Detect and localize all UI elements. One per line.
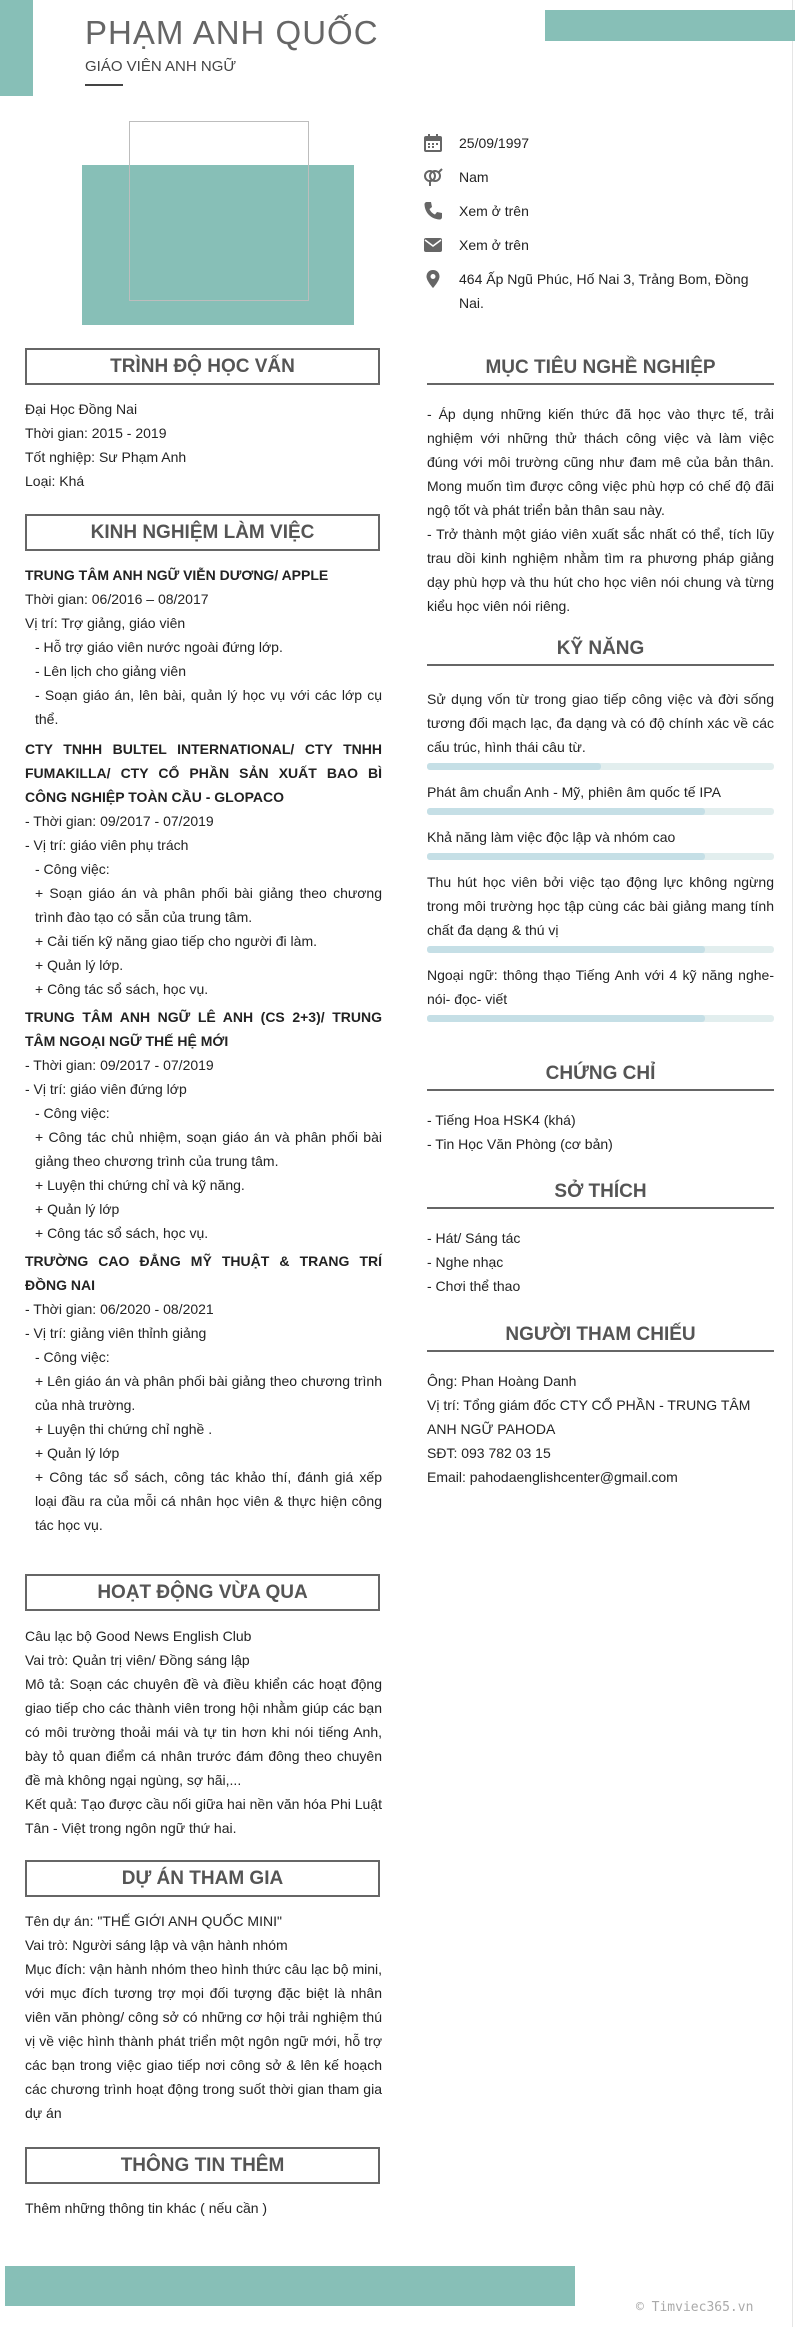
education-major: Tốt nghiệp: Sư Phạm Anh — [25, 449, 187, 465]
skills-title: KỸ NĂNG — [427, 638, 774, 666]
education-title: TRÌNH ĐỘ HỌC VẤN — [25, 348, 380, 385]
job-item: + Luyện thi chứng chỉ và kỹ năng. — [35, 1177, 245, 1193]
job-item: - Công việc: — [35, 861, 110, 877]
activity-role: Vai trò: Quản trị viên/ Đồng sáng lập — [25, 1652, 250, 1668]
objective-section — [427, 402, 774, 618]
hobby-item: - Hát/ Sáng tác — [427, 1230, 521, 1246]
objective-paragraph: - Áp dụng những kiến thức đã học vào thực tế, trải nghiệm với những thử thách công việc và làm việc đúng với môi trường cũng như đam mê của bản thân. Mong muốn tìm được công việc phù hợp có chế độ đãi ngộ tốt và phát triển bản thân sau này. — [427, 406, 774, 518]
job-item: + Công tác sổ sách, công tác khảo thí, đánh giá xếp loại đầu ra của mỗi cá nhân học viên & thực hiện công tác học vụ. — [35, 1469, 382, 1533]
skill-text: Ngoại ngữ: thông thạo Tiếng Anh với 4 kỹ năng nghe- nói- đọc- viết — [427, 967, 774, 1007]
skill-text: Sử dụng vốn từ trong giao tiếp công việc và đời sống tương đối mạch lạc, đa dạng và có độ chính xác về các cấu trúc, hình thái câu từ. — [427, 691, 774, 755]
info-birthday — [423, 131, 763, 157]
reference-section — [427, 1369, 774, 1489]
skill-bar — [427, 946, 774, 953]
extra-title: THÔNG TIN THÊM — [25, 2147, 380, 2184]
job-item: + Công tác sổ sách, học vụ. — [35, 981, 209, 997]
job-item: - Soạn giáo án, lên bài, quản lý học vụ với các lớp cụ thể. — [35, 687, 382, 727]
certificate-item: - Tin Học Văn Phòng (cơ bản) — [427, 1136, 613, 1152]
certificate-item: - Tiếng Hoa HSK4 (khá) — [427, 1112, 576, 1128]
project-role: Vai trò: Người sáng lập và vận hành nhóm — [25, 1937, 288, 1953]
phone-icon — [423, 201, 443, 221]
job-time: - Thời gian: 09/2017 - 07/2019 — [25, 1057, 214, 1073]
candidate-name: PHẠM ANH QUỐC — [85, 14, 379, 51]
skill-text: Phát âm chuẩn Anh - Mỹ, phiên âm quốc tế IPA — [427, 784, 721, 800]
candidate-role: GIÁO VIÊN ANH NGỮ — [85, 58, 237, 75]
job-item: + Cải tiến kỹ năng giao tiếp cho người đi làm. — [35, 933, 317, 949]
job-item: + Luyện thi chứng chỉ nghề . — [35, 1421, 213, 1437]
skill-bar-fill — [427, 763, 601, 770]
job-company: TRƯỜNG CAO ĐẲNG MỸ THUẬT & TRANG TRÍ ĐỒNG NAI — [25, 1253, 382, 1293]
job-item: + Lên giáo án và phân phối bài giảng theo chương trình của nhà trường. — [35, 1373, 382, 1413]
skill-bar — [427, 1015, 774, 1022]
accent-bar-top-right — [545, 10, 795, 41]
info-phone — [423, 199, 763, 225]
education-section — [25, 397, 382, 493]
reference-phone: SĐT: 093 782 03 15 — [427, 1445, 551, 1461]
activities-title: HOẠT ĐỘNG VỪA QUA — [25, 1574, 380, 1611]
skill-text: Thu hút học viên bởi việc tạo động lực không ngừng trong môi trường học tập cùng các bài giảng mang tính chất đa dạng & thú vị — [427, 874, 774, 938]
email-icon — [423, 235, 443, 255]
skill-bar-fill — [427, 946, 705, 953]
activity-club: Câu lạc bộ Good News English Club — [25, 1628, 252, 1644]
info-email — [423, 233, 763, 259]
project-name: Tên dự án: "THẾ GIỚI ANH QUỐC MINI" — [25, 1913, 282, 1929]
calendar-icon — [423, 133, 443, 153]
job-time: - Thời gian: 06/2020 - 08/2021 — [25, 1301, 214, 1317]
education-school: Đại Học Đồng Nai — [25, 401, 138, 417]
birthday-value: 25/09/1997 — [459, 135, 530, 151]
extra-text: Thêm những thông tin khác ( nếu cần ) — [25, 2200, 268, 2216]
job-position: Vị trí: Trợ giảng, giáo viên — [25, 615, 186, 631]
certificates-title: CHỨNG CHỈ — [427, 1063, 774, 1091]
skill-bar-fill — [427, 1015, 705, 1022]
reference-title: NGƯỜI THAM CHIẾU — [427, 1324, 774, 1352]
skill-bar — [427, 763, 774, 770]
job-item: + Soạn giáo án và phân phối bài giảng theo chương trình đào tạo có sẵn của trung tâm. — [35, 885, 382, 925]
role-underline — [85, 84, 123, 86]
hobbies-title: SỞ THÍCH — [427, 1181, 774, 1209]
footer-watermark: © Timviec365.vn — [636, 2300, 754, 2315]
job-item: - Công việc: — [35, 1349, 110, 1365]
job-item: - Lên lịch cho giảng viên — [35, 663, 186, 679]
info-address — [423, 267, 763, 317]
activities-section — [25, 1624, 382, 1840]
experience-title: KINH NGHIỆM LÀM VIỆC — [25, 514, 380, 551]
skill-bar-fill — [427, 808, 705, 815]
reference-email: Email: pahodaenglishcenter@gmail.com — [427, 1469, 678, 1485]
education-time: Thời gian: 2015 - 2019 — [25, 425, 167, 441]
reference-name: Ông: Phan Hoàng Danh — [427, 1373, 577, 1389]
skill-text: Khả năng làm việc độc lập và nhóm cao — [427, 829, 676, 845]
job-item: + Công tác chủ nhiệm, soạn giáo án và phân phối bài giảng theo chương trình của trung tâm. — [35, 1129, 382, 1169]
activity-result: Kết quả: Tạo được cầu nối giữa hai nền văn hóa Phi Luật Tân - Việt trong ngôn ngữ thứ hai. — [25, 1796, 382, 1836]
hobbies-section — [427, 1226, 774, 1298]
job-position: - Vị trí: giảng viên thỉnh giảng — [25, 1325, 207, 1341]
job-item: + Quản lý lớp — [35, 1445, 120, 1461]
address-value: 464 Ấp Ngũ Phúc, Hố Nai 3, Trảng Bom, Đồng Nai. — [459, 271, 749, 311]
gender-value: Nam — [459, 169, 489, 185]
projects-title: DỰ ÁN THAM GIA — [25, 1860, 380, 1897]
experience-section — [25, 563, 382, 1537]
activity-description: Mô tả: Soạn các chuyên đề và điều khiển các hoạt động giao tiếp cho các thành viên trong hội nhằm giúp các bạn có môi trường thoải mái và tự tin hơn khi nói tiếng Anh, bày tỏ quan điểm cá nhân trước đám đông theo chuyên đề mà không ngại ngùng, sợ hãi,... — [25, 1676, 382, 1788]
job-company: TRUNG TÂM ANH NGỮ LÊ ANH (CS 2+3)/ TRUNG TÂM NGOẠI NGỮ THẾ HỆ MỚI — [25, 1009, 382, 1049]
certificates-section — [427, 1108, 774, 1156]
skill-bar-fill — [427, 853, 705, 860]
skill-bar — [427, 853, 774, 860]
job-company: TRUNG TÂM ANH NGỮ VIỄN DƯƠNG/ APPLE — [25, 567, 329, 583]
job-position: - Vị trí: giáo viên đứng lớp — [25, 1081, 187, 1097]
education-grade: Loại: Khá — [25, 473, 85, 489]
info-gender — [423, 165, 763, 191]
projects-section — [25, 1909, 382, 2125]
job-item: + Công tác sổ sách, học vụ. — [35, 1225, 209, 1241]
skills-section — [427, 687, 774, 1032]
job-item: + Quản lý lớp. — [35, 957, 124, 973]
accent-bar-bottom — [5, 2266, 575, 2306]
job-item: - Công việc: — [35, 1105, 110, 1121]
accent-bar-left — [0, 0, 33, 96]
phone-value: Xem ở trên — [459, 203, 529, 219]
job-position: - Vị trí: giáo viên phụ trách — [25, 837, 189, 853]
job-item: - Hỗ trợ giáo viên nước ngoài đứng lớp. — [35, 639, 283, 655]
objective-paragraph: - Trở thành một giáo viên xuất sắc nhất có thể, tích lũy trau dồi kinh nghiệm nhằm tìm ra phương pháp giảng dạy phù hợp và thu hút cho học viên nói chung và từng kiểu học viên nói riêng. — [427, 526, 774, 614]
hobby-item: - Nghe nhạc — [427, 1254, 504, 1270]
email-value: Xem ở trên — [459, 237, 529, 253]
job-item: + Quản lý lớp — [35, 1201, 120, 1217]
hobby-item: - Chơi thể thao — [427, 1278, 521, 1294]
location-icon — [423, 269, 443, 289]
job-time: - Thời gian: 09/2017 - 07/2019 — [25, 813, 214, 829]
reference-position: Vị trí: Tổng giám đốc CTY CỔ PHẦN - TRUNG TÂM ANH NGỮ PAHODA — [427, 1397, 751, 1437]
job-time: Thời gian: 06/2016 – 08/2017 — [25, 591, 209, 607]
objective-title: MỤC TIÊU NGHỀ NGHIỆP — [427, 357, 774, 385]
job-company: CTY TNHH BULTEL INTERNATIONAL/ CTY TNHH FUMAKILLA/ CTY CỔ PHẦN SẢN XUẤT BAO BÌ CÔNG NGHIỆP TOÀN CẦU - GLOPACO — [25, 741, 382, 805]
project-purpose: Mục đích: vận hành nhóm theo hình thức câu lạc bộ mini, với mục đích tương trợ mọi đối tượng đặc biệt là nhân viên văn phòng/ công sở có những cơ hội trải nghiệm thú vị về việc hình thành phát triển một ngôn ngữ mới, hỗ trợ các bạn trong việc giao tiếp nơi công sở & lên kế hoạch các chương trình hoạt động trong suốt thời gian tham gia dự án — [25, 1961, 382, 2121]
skill-bar — [427, 808, 774, 815]
avatar — [129, 121, 309, 301]
gender-icon — [423, 167, 443, 187]
